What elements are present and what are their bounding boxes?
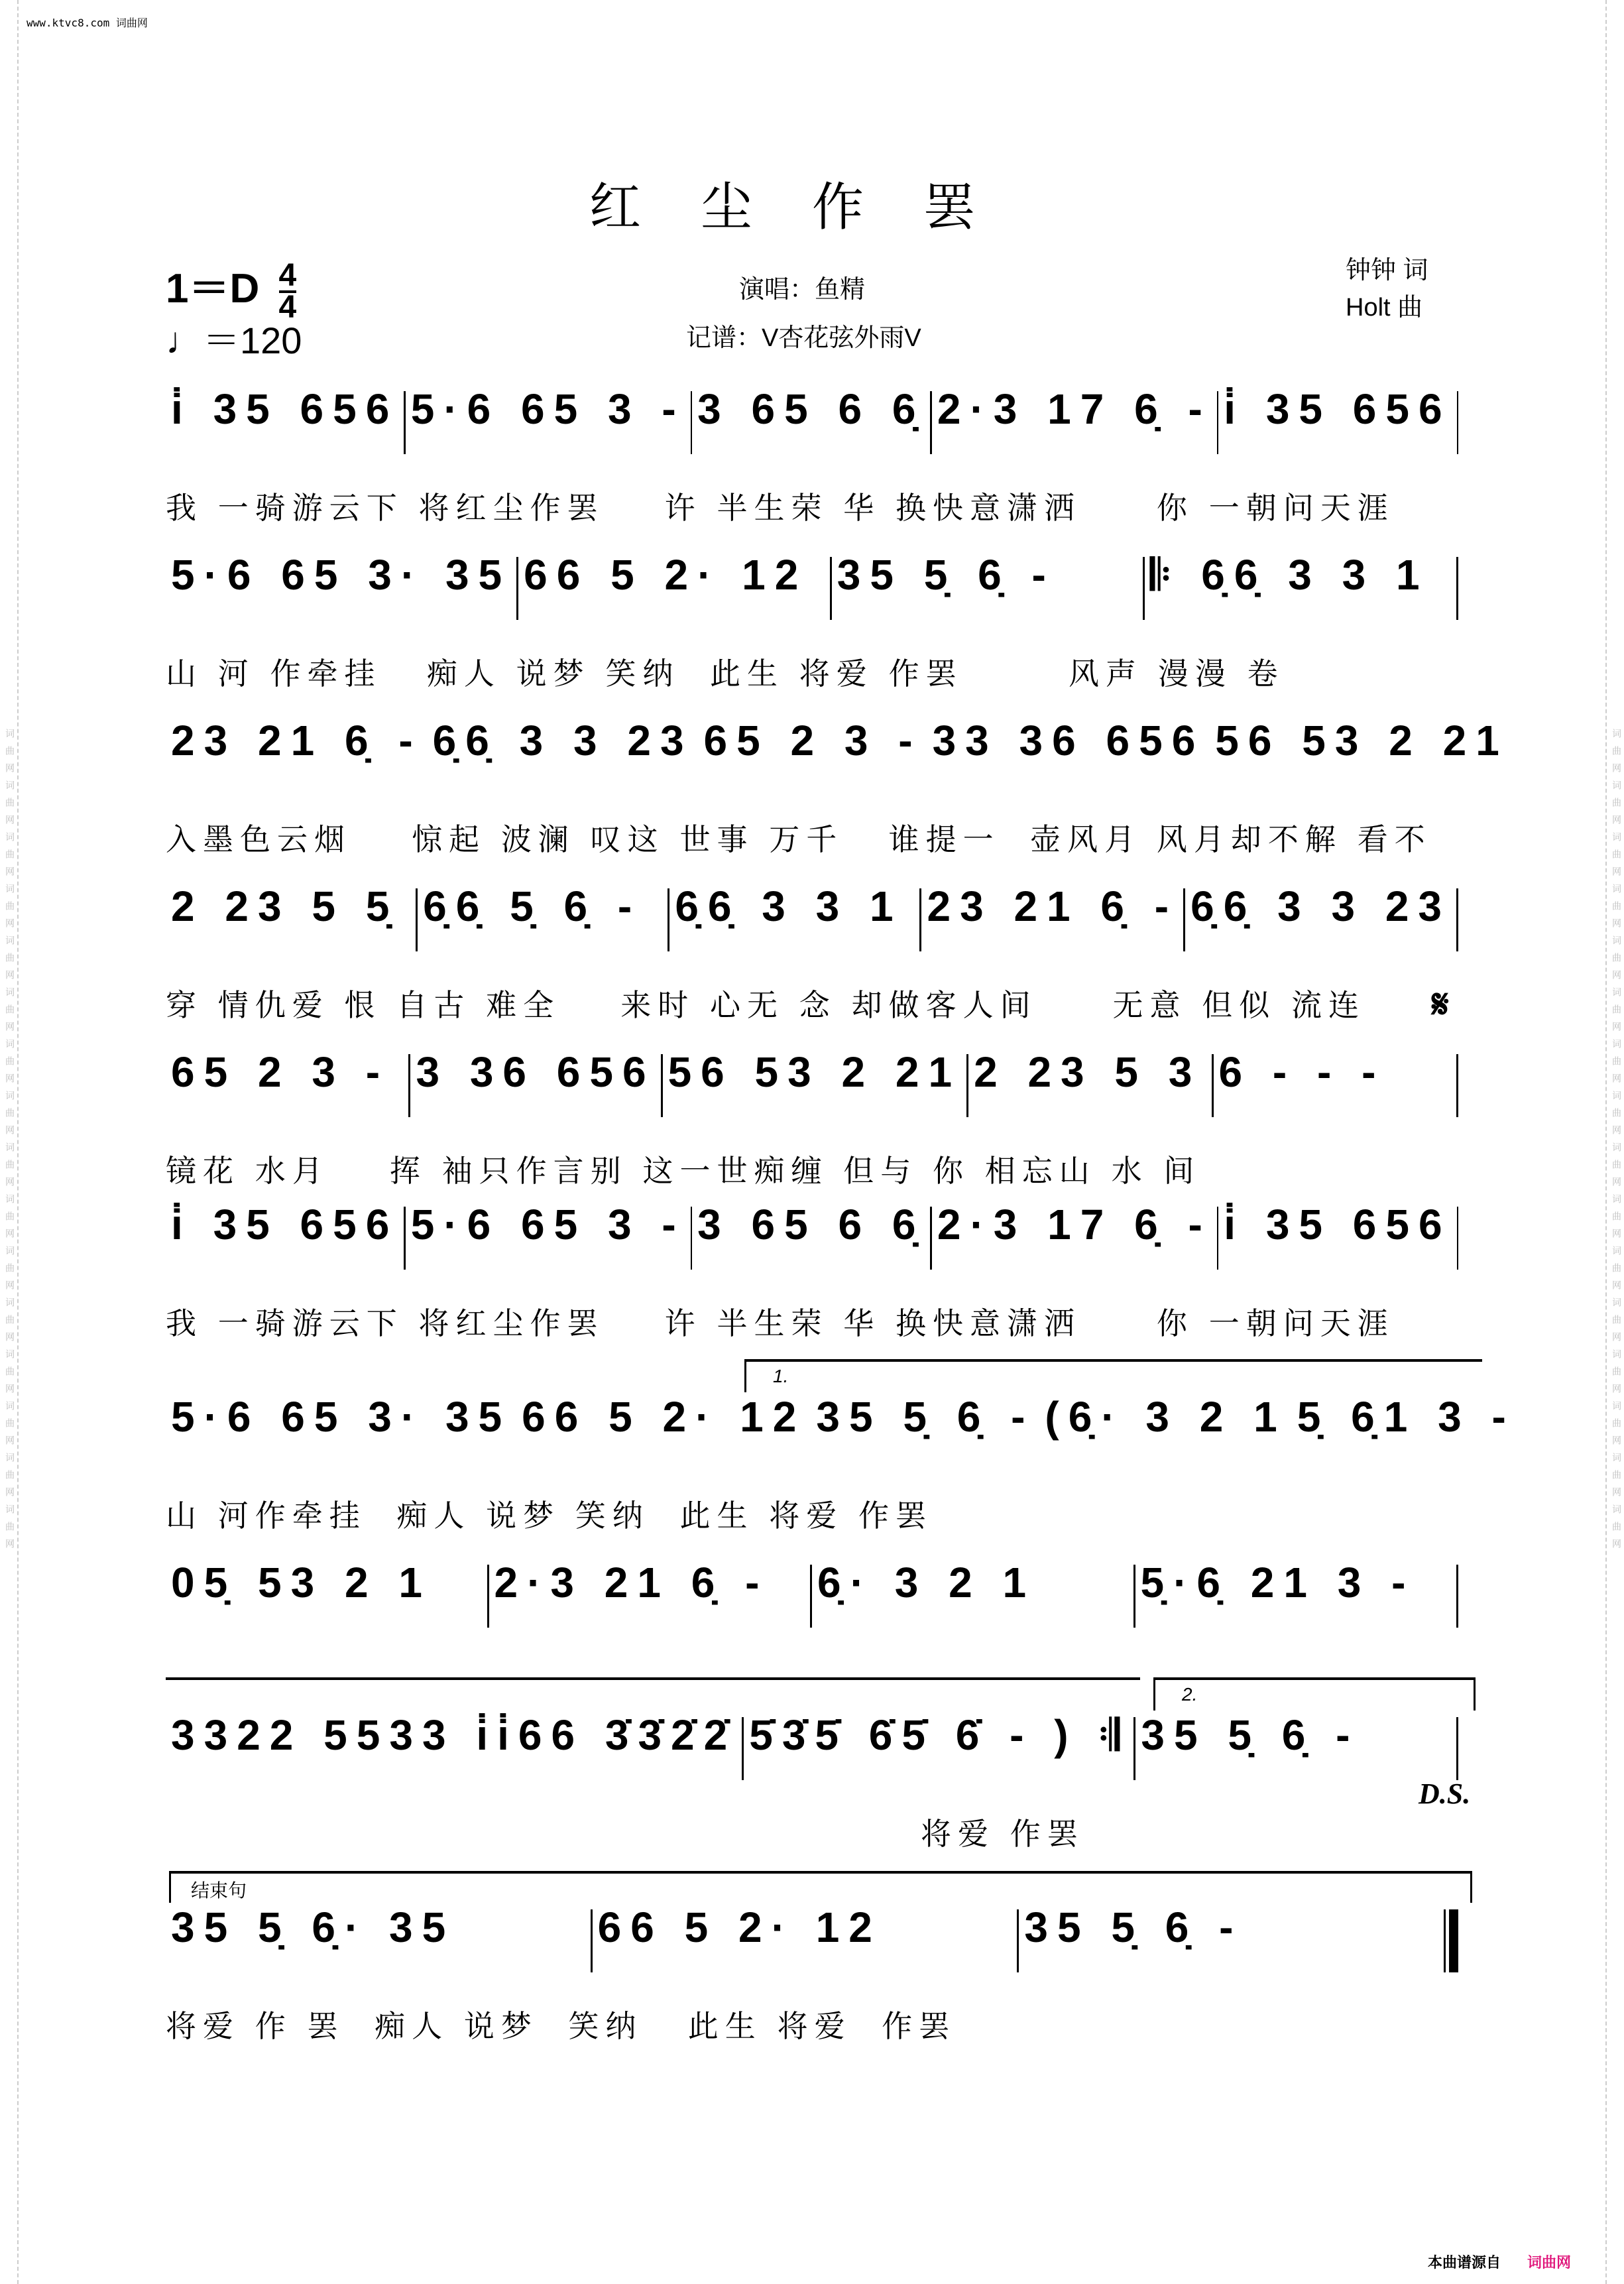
measure: 3322 5533 i̇i̇66 3̇3̇2̇2̇	[171, 1711, 737, 1759]
end-barline	[1456, 1717, 1458, 1780]
end-barline	[1444, 1909, 1458, 1972]
measure: 3 36 656	[416, 1048, 656, 1096]
volta-2-label: 2.	[1182, 1684, 1198, 1705]
end-barline	[1456, 888, 1458, 951]
measure: 2 23 5 5̣	[171, 882, 399, 930]
score-row	[166, 1392, 1515, 1535]
lyrics-line: 将爱 作 罢 痴人 说梦 笑纳 此生 将爱 作罢	[166, 2009, 957, 2043]
measure: 5·6 65 3· 35	[171, 1393, 512, 1441]
tempo-marking: ♩＝120	[166, 320, 302, 361]
measure: 23 21 6̣ -	[171, 717, 422, 764]
lyrics-line: 山 河 作牵挂 痴人 说梦 笑纳 此生 将爱 作罢 风声 漫漫 卷	[166, 656, 1285, 691]
singer-credit: 演唱：鱼精	[739, 276, 866, 304]
key-label: 1＝D	[166, 266, 260, 312]
site-watermark: www.ktvc8.com 词曲网	[27, 17, 148, 29]
measure: 2·3 17 6̣ -	[937, 385, 1212, 433]
measure: 5·6 65 3 -	[410, 1201, 685, 1248]
measure: 5·6 65 3 -	[410, 385, 685, 433]
notes-line	[166, 1903, 1458, 1982]
score-row	[166, 550, 1458, 693]
footer-brand-link[interactable]: 词曲网	[1527, 2254, 1571, 2271]
measure: 05̣ 53 2 1	[171, 1559, 432, 1606]
measure: 6̣6̣ 3 3 23	[432, 717, 693, 764]
notes-line	[166, 1711, 1458, 1790]
measure: 56 53 2 21	[667, 1048, 962, 1096]
measure: 35 5̣ 6̣ -	[837, 551, 1055, 599]
measure: i̇ 35 656	[171, 1201, 399, 1248]
volta-1-continuation	[166, 1677, 1140, 1680]
measure: 5·6 65 3· 35	[171, 551, 512, 599]
end-barline	[1456, 557, 1458, 620]
lyricist-credit: 钟钟 词	[1346, 257, 1428, 284]
measure: 3 65 6 6̣	[697, 385, 925, 433]
end-barline	[1457, 391, 1458, 454]
footer	[1428, 2252, 1571, 2272]
footer-source: 本曲谱源自	[1427, 2254, 1501, 2271]
score-row	[166, 385, 1458, 528]
notes-line	[166, 550, 1458, 630]
volta-2-bracket	[1153, 1677, 1476, 1711]
side-watermark-right: 词曲网词曲网词曲网词曲网词曲网词曲网词曲网词曲网词曲网词曲网词曲网词曲网词曲网词曲网词曲网词曲网	[1605, 0, 1624, 2284]
measure: 𝄆 6̣6̣ 3 3 1	[1150, 551, 1429, 599]
measure: i̇ 35 656	[1224, 1201, 1452, 1248]
measure: 35 5̣ 6̣ -	[1024, 1903, 1243, 1951]
measure: 6̣· 3 2 1	[817, 1559, 1036, 1606]
measure: 6̣6̣ 3 3 23	[1190, 882, 1451, 930]
notes-line	[166, 1558, 1458, 1638]
measure: 66 5 2· 12	[597, 1903, 882, 1951]
score-row	[166, 1048, 1458, 1191]
measure: 5̣ 6̣1 3 -	[1297, 1393, 1515, 1441]
lyrics-line: 我 一骑游云下 将红尘作罢 许 半生荣 华 换快意潇洒 你 一朝问天涯	[166, 1306, 1395, 1341]
volta-1-label: 1.	[773, 1366, 789, 1386]
notes-line	[166, 1048, 1458, 1127]
measure: 6 - - -	[1218, 1048, 1385, 1096]
ending-label: 结束句	[191, 1880, 247, 1901]
lyrics-line: 镜花 水月 挥 袖只作言别 这一世痴缠 但与 你 相忘山 水 间	[166, 1154, 1201, 1188]
end-barline	[1457, 1207, 1458, 1270]
measure: 6̣6̣ 3 3 1	[675, 882, 903, 930]
measure: 56 53 2 21	[1215, 717, 1509, 764]
notes-line	[166, 1200, 1458, 1280]
score-row	[166, 1711, 1458, 1854]
measure: 5̣·6̣ 21 3 -	[1140, 1559, 1415, 1606]
segno-icon: 𝄋	[1432, 982, 1449, 1026]
song-title: 红尘作罢	[589, 178, 1035, 236]
end-barline	[1456, 1054, 1458, 1117]
measure: 2 23 5 3	[974, 1048, 1202, 1096]
lyrics-line: 山 河作牵挂 痴人 说梦 笑纳 此生 将爱 作罢	[166, 1498, 933, 1533]
measure: 35 5̣ 6̣ -	[1141, 1711, 1360, 1759]
credits	[1346, 252, 1428, 326]
ds-marking: D.S.	[1419, 1777, 1471, 1810]
lyrics-line: 穿 情仇爱 恨 自古 难全 来时 心无 念 却做客人间 无意 但似 流连	[166, 988, 1366, 1022]
measure: 5̇3̇5̇ 6̇5̇ 6̇ - ) 𝄇	[749, 1711, 1129, 1759]
measure: 23 21 6̣ -	[927, 882, 1179, 930]
measure: 6̣6̣ 5̣ 6̣ -	[423, 882, 642, 930]
measure: 66 5 2· 12	[522, 1393, 806, 1441]
ending-bracket	[169, 1871, 1472, 1903]
measure: 66 5 2· 12	[524, 551, 808, 599]
measure: 35 5̣ 6̣ -	[816, 1393, 1035, 1441]
score-row	[166, 882, 1458, 1025]
volta-1-bracket	[744, 1359, 1482, 1392]
measure: 35 5̣ 6̣· 35	[171, 1903, 455, 1951]
measure: 2·3 21 6̣ -	[494, 1559, 769, 1606]
measure: 33 36 656	[932, 717, 1205, 764]
measure: (6̣· 3 2 1	[1045, 1393, 1287, 1441]
score-row	[166, 1558, 1458, 1657]
measure: 65 2 3 -	[703, 717, 922, 764]
score-row	[166, 716, 1509, 859]
lyrics-line: 我 一骑游云下 将红尘作罢 许 半生荣 华 换快意潇洒 你 一朝问天涯	[166, 491, 1395, 525]
lyrics-line: 入墨色云烟 惊起 波澜 叹这 世事 万千 谁提一 壶风月 风月却不解 看不	[166, 822, 1432, 857]
measure: i̇ 35 656	[171, 385, 399, 433]
lyrics-line: 将爱 作罢	[166, 1817, 1084, 1851]
measure: 65 2 3 -	[171, 1048, 390, 1096]
score-row	[166, 1903, 1458, 2046]
composer-credit: Holt 曲	[1346, 294, 1423, 322]
score-row	[166, 1200, 1458, 1343]
transcriber-credit: 记谱：V杏花弦外雨V	[686, 324, 921, 352]
notes-line	[166, 882, 1458, 961]
measure: 3 65 6 6̣	[697, 1201, 925, 1248]
side-watermark-left: 词曲网词曲网词曲网词曲网词曲网词曲网词曲网词曲网词曲网词曲网词曲网词曲网词曲网词曲网词曲网词曲网	[0, 0, 19, 2284]
measure: 2·3 17 6̣ -	[937, 1201, 1212, 1248]
end-barline	[1456, 1565, 1458, 1628]
time-top: 4	[278, 257, 297, 293]
time-bottom: 4	[278, 289, 297, 325]
notes-line	[166, 716, 1509, 796]
measure: i̇ 35 656	[1224, 385, 1452, 433]
notes-line	[166, 385, 1458, 464]
notes-line	[166, 1392, 1515, 1472]
